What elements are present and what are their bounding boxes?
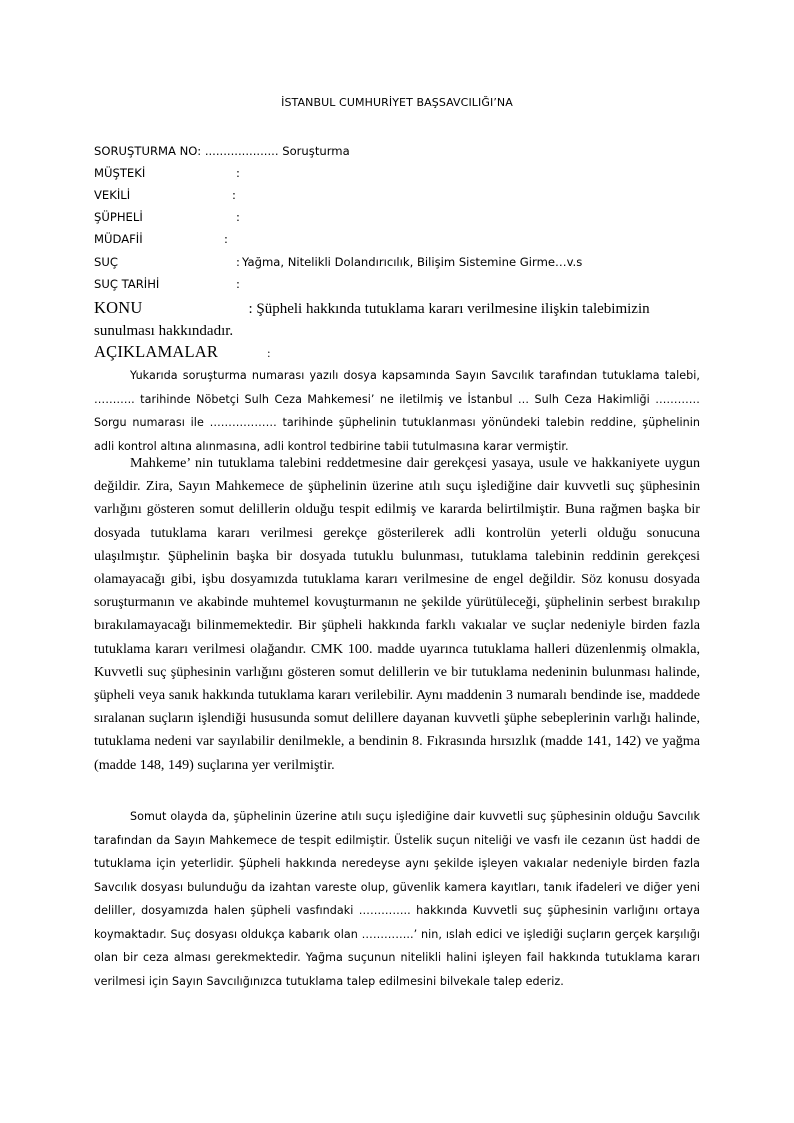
field-label-vekili: VEKİLİ [94,188,131,202]
paragraph-3: Somut olayda da, şüphelinin üzerine atılı suçu işlediğine dair kuvvetli suç şüphesinin olduğu Savcılık tarafından da Sayın Mahkemece de tespit edilmiştir. Üstelik suçun niteliği ve vasfı ile cezanın üst haddi de tutuklama için yeterlidir. Şüpheli hakkında neredeyse aynı şekilde işleyen vakıalar nedeniyle birden fazla Savcılık dosyası bulunduğu da izahtan vareste olup, güvenlik kamera kayıtları, tanık ifadeleri ve diğer yeni deliller, dosyamızda halen şüpheli vasfındaki ………….. hakkında Kuvvetli suç şüphesinin varlığını ortaya koymaktadır. Suç dosyası oldukça kabarık olan …………..’ nin, ıslah edici ve işlediği suçların gerçek karşılığı olan bir ceza alması gerekmektedir. Yağma suçunun nitelikli halini işleyen fail hakkında tutuklama kararı verilmesi için Sayın Savcılığınızca tutuklama talep edilmesini bilvekale talep ederiz. [94,810,700,988]
konu-colon: : [248,301,253,317]
aciklamalar-section [94,342,271,363]
field-label-musteki: MÜŞTEKİ [94,166,146,180]
konu-heading: KONU [94,298,143,317]
field-colon: : [236,255,240,269]
field-colon: : [236,210,240,224]
konu-section [94,297,700,342]
field-colon: : [236,166,240,180]
field-label-sorusturma-no: SORUŞTURMA NO: .................... Soruşturma [94,144,350,158]
field-colon: : [232,188,236,202]
field-label-suc-tarihi: SUÇ TARİHİ [94,277,160,291]
aciklamalar-colon: : [267,346,271,360]
konu-text: Şüpheli hakkında tutuklama kararı verilmesine ilişkin talebimizin sunulması hakkındadır. [94,301,650,339]
field-value-suc: Yağma, Nitelikli Dolandırıcılık, Bilişim Sistemine Girme…v.s [242,255,583,269]
field-colon: : [236,277,240,291]
paragraph-1: Yukarıda soruşturma numarası yazılı dosya kapsamında Sayın Savcılık tarafından tutuklama talebi, ……….. tarihinde Nöbetçi Sulh Ceza Mahkemesi’ ne iletilmiş ve İstanbul … Sulh Ceza Hakimliği ………… Sorgu numarası ile ……………… tarihinde şüphelinin tutuklanması yönündeki talebin reddine, şüphelinin adli kontrol altına alınmasına, adli kontrol tedbirine tabii tutulmasına karar vermiştir. [94,369,700,453]
field-label-mudafii: MÜDAFİİ [94,232,143,246]
field-label-supheli: ŞÜPHELİ [94,210,143,224]
field-colon: : [224,232,228,246]
field-label-suc: SUÇ [94,255,118,269]
paragraph-2: Mahkeme’ nin tutuklama talebini reddetmesine dair gerekçesi yasaya, usule ve hakkaniyete uygun değildir. Zira, Sayın Mahkemece de şüphelinin üzerine atılı suçu işlediğine dair kuvvetli suç şüphesinin varlığını gösteren somut delillerin olduğu tespit edilmiş ve kararda belirtilmiştir. Buna rağmen başka bir dosyada tutuklama kararı verilmesi gerekçe gösterilerek adli kontrolün yeterli olduğu sonucuna ulaşılmıştır. Şüphelinin başka bir dosyada tutuklu bulunması, tutuklama talebinin reddinin gerekçesi olamayacağı gibi, işbu dosyamızda tutuklama kararı verilmesine de engel değildir. Söz konusu dosyada soruşturmanın ve akabinde muhtemel kovuşturmanın ne şekilde yürütüleceği, şüphelinin serbest bırakılıp bırakılamayacağı bilinmemektedir. Bir şüpheli hakkında farklı vakıalar ve suçlar nedeniyle birden fazla tutuklama kararı verilmesi olağandır. CMK 100. madde uyarınca tutuklama halleri düzenlenmiş olmakla, Kuvvetli suç şüphesinin varlığını gösteren somut delillerin ve bir tutuklama nedeninin bulunması halinde, şüpheli veya sanık hakkında tutuklama kararı verilebilir. Aynı maddenin 3 numaralı bendinde ise, maddede sıralanan suçların işlendiği hususunda somut delillere dayanan kuvvetli şüphe sebeplerinin varlığı halinde, tutuklama nedeni var sayılabilir denilmekle, a bendinin 8. Fıkrasında hırsızlık (madde 141, 142) ve yağma (madde 148, 149) suçlarına yer verilmiştir. [94,455,700,773]
document-title: İSTANBUL CUMHURİYET BAŞSAVCILIĞI’NA [281,96,513,109]
aciklamalar-heading: AÇIKLAMALAR [94,342,219,361]
